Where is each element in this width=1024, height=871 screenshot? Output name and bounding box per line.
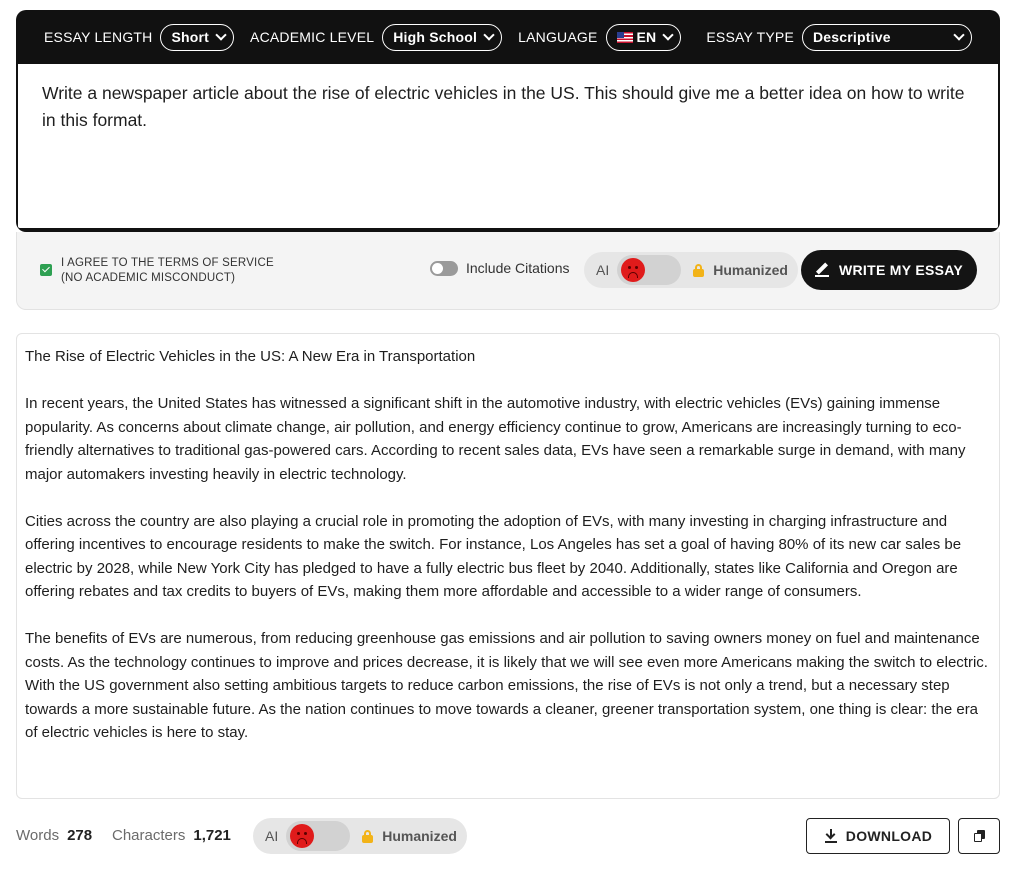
language-value: EN [636, 29, 657, 45]
terms-agreement [40, 256, 274, 286]
citations-label: Include Citations [466, 260, 570, 276]
essay-length-value: Short [171, 29, 210, 45]
eye [635, 266, 638, 269]
write-button-label: WRITE MY ESSAY [838, 262, 963, 278]
eye [304, 832, 307, 835]
language-select[interactable] [606, 24, 682, 51]
chevron-down-icon [485, 31, 493, 39]
slider-track[interactable] [617, 255, 681, 285]
essay-type-group [706, 24, 972, 51]
language-group [518, 24, 681, 51]
download-button[interactable] [806, 818, 950, 854]
us-flag-icon [617, 32, 633, 43]
essay-type-label: ESSAY TYPE [706, 29, 794, 45]
lock-icon [362, 830, 373, 843]
chevron-down-icon [955, 31, 963, 39]
include-citations [430, 260, 570, 276]
language-label: LANGUAGE [518, 29, 598, 45]
characters-value: 1,721 [193, 827, 231, 844]
essay-length-label: ESSAY LENGTH [44, 29, 153, 45]
essay-controls-bar [16, 232, 1000, 310]
characters-label: Characters [112, 827, 186, 844]
copy-icon [974, 830, 986, 843]
terms-label-line2: (NO ACADEMIC MISCONDUCT) [61, 272, 236, 284]
essay-options-toolbar [16, 10, 1000, 64]
ai-humanized-indicator[interactable] [253, 818, 467, 854]
word-count [16, 827, 92, 844]
chevron-down-icon [664, 31, 672, 39]
copy-button[interactable] [958, 818, 1000, 854]
slider-track[interactable] [286, 821, 350, 851]
download-icon [824, 829, 838, 843]
prompt-text: Write a newspaper article about the rise of electric vehicles in the US. This should give me a better idea on how to write in this format. [42, 83, 965, 130]
words-value: 278 [67, 827, 93, 844]
toggle-knob [432, 263, 443, 274]
download-arrow-stem [830, 829, 832, 837]
eye [297, 832, 300, 835]
essay-type-value: Descriptive [813, 29, 891, 45]
words-label: Words [16, 827, 60, 844]
essay-title: The Rise of Electric Vehicles in the US: A New Era in Transportation [25, 348, 476, 365]
humanized-label: Humanized [382, 828, 457, 844]
sad-face-icon [621, 258, 645, 282]
output-footer [16, 818, 1000, 854]
citations-toggle[interactable] [430, 261, 458, 276]
prompt-textarea[interactable] [18, 64, 998, 228]
mouth [628, 272, 638, 278]
lock-icon [693, 264, 704, 277]
sad-face-icon [290, 824, 314, 848]
essay-paragraph: In recent years, the United States has witnessed a significant shift in the automotive industry, with electric vehicles (EVs) gaining immense popularity. As concerns about climate change, air pollution, and energy efficiency continue to grow, Americans are increasingly turning to eco-friendly alternatives to traditional gas-powered cars. According to recent sales data, EVs have seen a remarkable surge in demand, with many major automakers investing heavily in electric technology. [25, 395, 966, 483]
academic-level-value: High School [393, 29, 478, 45]
chevron-down-icon [217, 31, 225, 39]
essay-length-group [44, 24, 234, 51]
character-count [112, 827, 231, 844]
essay-output [16, 333, 1000, 799]
academic-level-select[interactable] [382, 24, 502, 51]
write-my-essay-button[interactable] [801, 250, 977, 290]
eye [628, 266, 631, 269]
essay-paragraph: Cities across the country are also playing a crucial role in promoting the adoption of EVs, with many investing in charging infrastructure and offering incentives to encourage residents to make the switch. For instance, Los Angeles has set a goal of having 80% of its new car sales be electric by 2028, while New York City has pledged to have a fully electric bus fleet by 2040. Additionally, states like California and Oregon are offering rebates and tax credits to buyers of EVs, making them more affordable and accessible to a wider range of consumers. [25, 512, 962, 600]
pencil-icon [815, 263, 829, 277]
essay-type-select[interactable] [802, 24, 972, 51]
humanized-label: Humanized [713, 262, 788, 278]
ai-label: AI [265, 828, 279, 844]
terms-checkbox[interactable] [40, 264, 52, 276]
academic-level-label: ACADEMIC LEVEL [250, 29, 375, 45]
ai-humanized-slider[interactable] [584, 252, 798, 288]
mouth [297, 838, 307, 844]
essay-paragraph: The benefits of EVs are numerous, from reducing greenhouse gas emissions and air pollution to saving owners money on fuel and maintenance costs. As the technology continues to improve and prices decrease, it is likely that we will see even more Americans making the switch to electric. With the US government also setting ambitious targets to reduce carbon emissions, the rise of EVs is not only a trend, but a necessary step towards a more sustainable future. As the nation continues to move towards a cleaner, greener transportation system, one thing is clear: the era of electric vehicles is here to stay. [25, 630, 988, 741]
ai-label: AI [596, 262, 610, 278]
download-label: DOWNLOAD [845, 828, 933, 844]
terms-label-line1: I AGREE TO THE TERMS OF SERVICE [61, 257, 274, 269]
essay-editor-card [16, 10, 1000, 232]
academic-level-group [250, 24, 502, 51]
terms-label [61, 256, 274, 286]
essay-length-select[interactable] [160, 24, 234, 51]
